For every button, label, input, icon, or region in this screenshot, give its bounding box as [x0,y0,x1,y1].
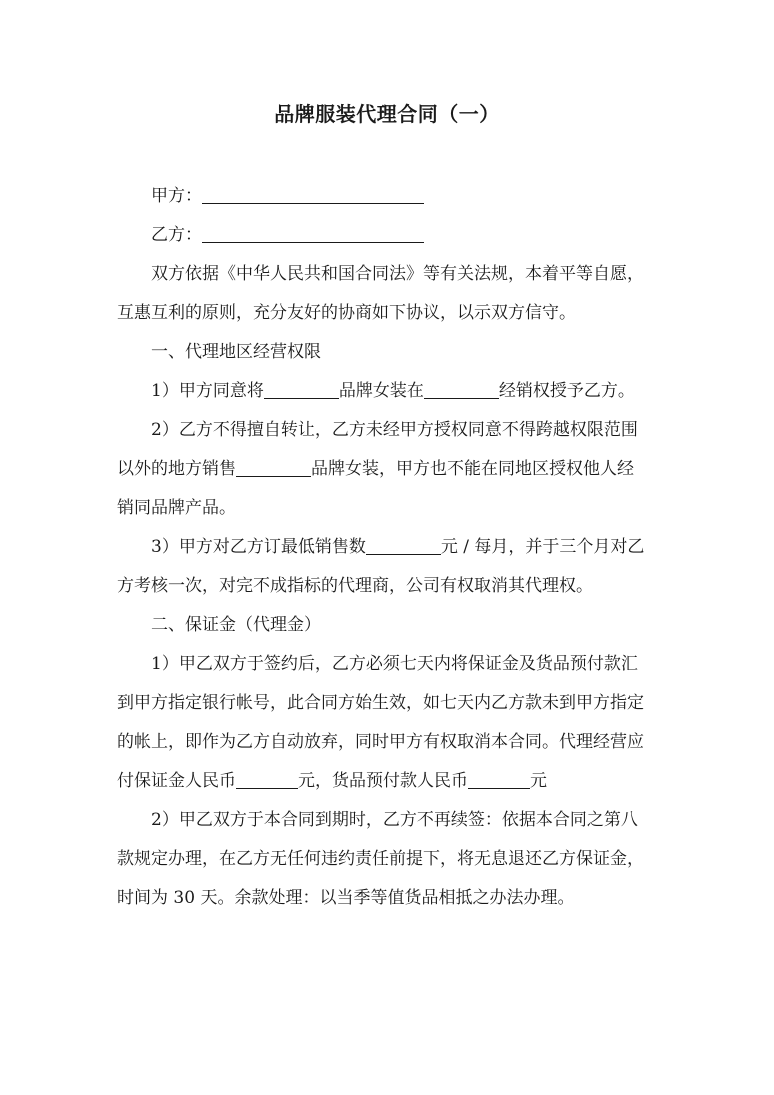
section2-item2-line3: 时间为 30 天。余款处理：以当季等值货品相抵之办法办理。 [117,888,575,908]
section1-item2-line3: 销同品牌产品。 [117,498,236,518]
min-sales-blank[interactable] [366,534,441,555]
section1-item2-line1: 2）乙方不得擅自转让，乙方未经甲方授权同意不得跨越权限范围 [151,420,638,440]
section1-heading: 一、代理地区经营权限 [151,342,321,362]
section2-item1-line1: 1）甲乙双方于签约后，乙方必须七天内将保证金及货品预付款汇 [151,654,638,674]
section1-item3-line2: 方考核一次，对完不成指标的代理商，公司有权取消其代理权。 [117,576,593,596]
party-b-blank[interactable] [202,222,424,243]
section2-item1-line3: 的帐上，即作为乙方自动放弃，同时甲方有权取消本合同。代理经营应 [117,732,644,752]
brand-name-blank[interactable] [264,378,339,399]
section1-item3-text-2: 元 / 每月，并于三个月对乙 [440,537,645,557]
intro-line-2: 互惠互利的原则，充分友好的协商如下协议，以示双方信守。 [117,303,576,323]
section2-item2-line2: 款规定办理，在乙方无任何违约责任前提下，将无息退还乙方保证金， [117,849,644,869]
party-b-line [117,216,657,255]
section2-item2-line1: 2）甲乙双方于本合同到期时，乙方不再续签：依据本合同之第八 [151,810,638,830]
section1-item1-text-3: 经销权授予乙方。 [498,381,635,401]
party-a-line [117,177,657,216]
section2-item1-text-3: 元 [530,771,547,791]
section1-item1-text-1: 1）甲方同意将 [151,381,264,401]
intro-line-1: 双方依据《中华人民共和国合同法》等有关法规，本着平等自愿， [151,264,644,284]
party-a-label: 甲方： [151,186,202,206]
section1-item2-text-2: 品牌女装，甲方也不能在同地区授权他人经 [311,459,634,479]
section1-item1 [117,372,657,411]
section2-item1-line2: 到甲方指定银行帐号，此合同方始生效，如七天内乙方款未到甲方指定 [117,693,644,713]
section2-item1-line4 [117,762,657,801]
prepayment-amount-blank[interactable] [468,768,530,789]
deposit-amount-blank[interactable] [236,768,298,789]
section2-item1-text-2: 元，货品预付款人民币 [298,771,468,791]
brand-name-blank-2[interactable] [236,456,311,477]
section1-item2-text-1: 以外的地方销售 [117,459,236,479]
section1-item3-line1 [117,528,657,567]
section2-item1-text-1: 付保证金人民币 [117,771,236,791]
party-b-label: 乙方： [151,225,202,245]
contract-title: 品牌服装代理合同（一） [274,102,500,126]
section2-heading: 二、保证金（代理金） [151,615,321,635]
party-a-blank[interactable] [202,183,424,204]
region-blank[interactable] [424,378,499,399]
section1-item1-text-2: 品牌女装在 [338,381,424,401]
contract-body [117,177,657,918]
section1-item3-text-1: 3）甲方对乙方订最低销售数 [151,537,366,557]
section1-item2-line2 [117,450,657,489]
